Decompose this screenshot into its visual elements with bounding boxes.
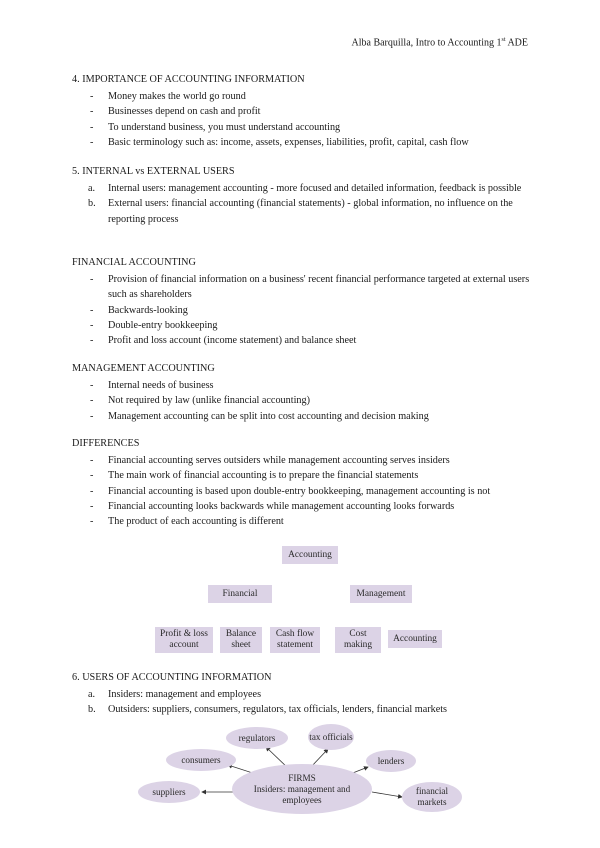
section-title: 6. USERS OF ACCOUNTING INFORMATION (72, 672, 272, 683)
tree-node-cost-making: Cost making (335, 627, 381, 653)
letter-marker: b. (88, 704, 96, 716)
dash-marker: - (90, 500, 94, 512)
item-text: Financial accounting is based upon double-entry bookkeeping, management accounting is not (108, 485, 491, 497)
letter-marker: a. (88, 183, 96, 194)
item-text: To understand business, you must understand accounting (108, 121, 341, 133)
item-text: Businesses depend on cash and profit (108, 106, 261, 118)
tree-node-decision-accounting: Accounting (388, 630, 442, 648)
item-text: Backwards-looking (108, 304, 188, 316)
section-title: 4. IMPORTANCE OF ACCOUNTING INFORMATION (72, 74, 305, 85)
item-text: The product of each accounting is different (108, 516, 284, 528)
item-text: Internal users: management accounting - more focused and detailed information, feedback is possible (108, 183, 522, 194)
dash-marker: - (90, 455, 94, 466)
section-title: 5. INTERNAL vs EXTERNAL USERS (72, 166, 235, 177)
tree-node-financial: Financial (208, 585, 272, 603)
user-regulators: regulators (226, 727, 288, 749)
item-text: The main work of financial accounting is to prepare the financial statements (108, 470, 419, 482)
dash-marker: - (90, 335, 94, 347)
user-tax-officials: tax officials (308, 724, 354, 750)
header-sup: st (501, 37, 506, 43)
item-text: Provision of financial information on a business' recent financial performance targeted at external users such as shareholders (108, 274, 530, 301)
item-text: Outsiders: suppliers, consumers, regulators, tax officials, lenders, financial markets (108, 704, 448, 716)
section-title: FINANCIAL ACCOUNTING (72, 257, 196, 268)
dash-marker: - (90, 380, 94, 391)
item-text: Profit and loss account (income statement) and balance sheet (108, 335, 357, 347)
tree-node-management: Management (350, 585, 412, 603)
dash-marker: - (90, 304, 94, 316)
user-lenders: lenders (366, 750, 416, 772)
item-text: Money makes the world go round (108, 91, 246, 102)
letter-marker: b. (88, 198, 96, 210)
item-text: Double-entry bookkeeping (108, 319, 218, 331)
dash-marker: - (90, 319, 94, 331)
user-financial-markets: financial markets (402, 782, 462, 812)
dash-marker: - (90, 106, 94, 118)
tree-node-balance-sheet: Balance sheet (220, 627, 262, 653)
item-text: Not required by law (unlike financial accounting) (108, 395, 310, 407)
tree-node-accounting: Accounting (282, 546, 338, 564)
user-suppliers: suppliers (138, 781, 200, 803)
dash-marker: - (90, 410, 94, 422)
dash-marker: - (90, 121, 94, 133)
firms-insiders: Insiders: management and employees (253, 783, 351, 805)
header-text: Alba Barquilla, Intro to Accounting 1 (351, 37, 502, 49)
section-title: MANAGEMENT ACCOUNTING (72, 363, 215, 374)
dash-marker: - (90, 274, 94, 285)
dash-marker: - (90, 136, 94, 148)
item-text: Management accounting can be split into cost accounting and decision making (108, 410, 429, 422)
dash-marker: - (90, 470, 94, 482)
item-text: Insiders: management and employees (108, 689, 262, 700)
dash-marker: - (90, 485, 94, 497)
item-text: External users: financial accounting (financial statements) - global information, no influence on the reporting process (108, 198, 513, 225)
item-text: Basic terminology such as: income, assets, expenses, liabilities, profit, capital, cash flow (108, 136, 469, 148)
letter-marker: a. (88, 689, 96, 700)
tree-node-profit-loss: Profit & loss account (155, 627, 213, 653)
firms-title: FIRMS (288, 772, 316, 783)
item-text: Financial accounting looks backwards while management accounting looks forwards (108, 500, 455, 512)
user-consumers: consumers (166, 749, 236, 771)
header-suffix: ADE (505, 37, 528, 49)
dash-marker: - (90, 91, 94, 102)
tree-node-cash-flow: Cash flow statement (270, 627, 320, 653)
firms-node (232, 764, 372, 814)
item-text: Internal needs of business (108, 380, 214, 391)
section-title: DIFFERENCES (72, 438, 140, 449)
item-text: Financial accounting serves outsiders while management accounting serves insiders (108, 455, 450, 466)
dash-marker: - (90, 395, 94, 407)
arrow-markets (372, 792, 402, 797)
dash-marker: - (90, 516, 94, 528)
